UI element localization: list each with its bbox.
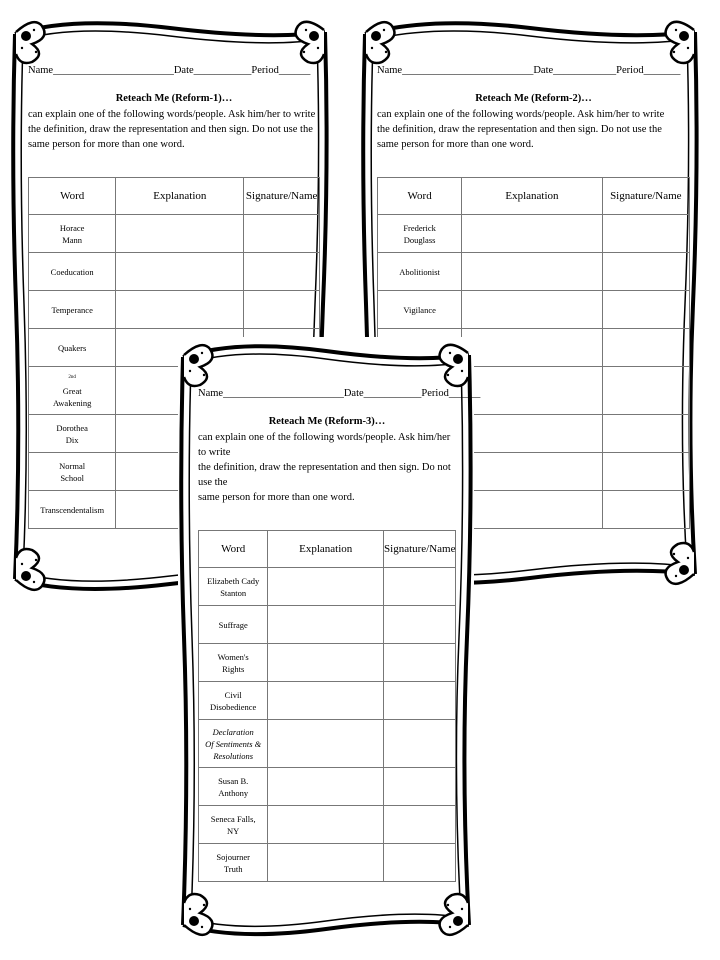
word-cell: Coeducation (29, 253, 116, 291)
signature-cell[interactable] (244, 215, 320, 253)
signature-cell[interactable] (602, 491, 689, 529)
explanation-cell[interactable] (268, 806, 384, 844)
signature-cell[interactable] (244, 253, 320, 291)
signature-cell[interactable] (384, 844, 456, 882)
signature-cell[interactable] (384, 568, 456, 606)
signature-cell[interactable] (244, 291, 320, 329)
instructions: can explain one of the following words/people. Ask him/her to write the definition, draw the representation and then sign. Do not use the same person for more than one word. (28, 109, 316, 150)
table-row (199, 806, 456, 844)
explanation-cell[interactable] (268, 682, 384, 720)
date-label: Date (533, 65, 554, 76)
signature-cell[interactable] (384, 768, 456, 806)
signature-cell[interactable] (384, 806, 456, 844)
table-row (199, 768, 456, 806)
table-row (199, 568, 456, 606)
table-row (199, 644, 456, 682)
flower-corner-icon (666, 22, 694, 63)
signature-cell[interactable] (602, 415, 689, 453)
worksheet-title: Reteach Me (Reform-2)… (475, 93, 592, 104)
flower-corner-icon (16, 549, 44, 590)
worksheet-content (198, 387, 481, 882)
table-row (378, 215, 690, 253)
signature-column-header: Signature/Name (384, 531, 456, 568)
explanation-cell[interactable] (462, 253, 602, 291)
word-column-header: Word (29, 178, 116, 215)
name-label: Name (28, 65, 54, 76)
word-table (198, 530, 456, 882)
word-cell: Suffrage (199, 606, 268, 644)
date-label: Date (343, 388, 364, 399)
table-row (378, 253, 690, 291)
explanation-cell[interactable] (116, 253, 244, 291)
explanation-cell[interactable] (462, 291, 602, 329)
table-row (378, 291, 690, 329)
word-cell: Women's Rights (199, 644, 268, 682)
word-cell: Temperance (29, 291, 116, 329)
flower-corner-icon (366, 22, 394, 63)
explanation-cell[interactable] (268, 844, 384, 882)
name-label: Name (377, 65, 403, 76)
worksheet-title: Reteach Me (Reform-1)… (115, 93, 233, 104)
signature-cell[interactable] (602, 329, 689, 367)
word-cell: $^{2nd}$ Great Awakening (29, 367, 116, 415)
worksheet-title: Reteach Me (Reform-3)… (268, 416, 386, 427)
explanation-cell[interactable] (462, 453, 602, 491)
explanation-cell[interactable] (116, 291, 244, 329)
period-label: Period (616, 65, 644, 76)
flower-corner-icon (16, 22, 44, 63)
signature-column-header: Signature/Name (602, 178, 689, 215)
student-info-line: Name_______________________Date___________Period______ (28, 65, 311, 76)
word-cell: Vigilance (378, 291, 462, 329)
word-column-header: Word (199, 531, 268, 568)
flower-corner-icon (440, 894, 468, 935)
explanation-cell[interactable] (462, 491, 602, 529)
flower-corner-icon (184, 894, 212, 935)
table-row (29, 291, 320, 329)
signature-cell[interactable] (384, 644, 456, 682)
flower-corner-icon (666, 543, 694, 584)
explanation-cell[interactable] (268, 568, 384, 606)
word-cell: Elizabeth Cady Stanton (199, 568, 268, 606)
explanation-column-header: Explanation (462, 178, 602, 215)
period-label: Period (421, 388, 449, 399)
word-cell: Declaration Of Sentiments & Resolutions (199, 720, 268, 768)
signature-cell[interactable] (602, 367, 689, 415)
signature-cell[interactable] (602, 291, 689, 329)
date-label: Date (173, 65, 194, 76)
word-cell: Quakers (29, 329, 116, 367)
explanation-cell[interactable] (462, 329, 602, 367)
signature-cell[interactable] (602, 253, 689, 291)
word-cell: Transcendentalism (29, 491, 116, 529)
explanation-cell[interactable] (268, 768, 384, 806)
student-info-line: Name_________________________Date____________Period_______ (377, 65, 681, 76)
word-cell: Seneca Falls, NY (199, 806, 268, 844)
signature-column-header: Signature/Name (244, 178, 320, 215)
table-row (29, 215, 320, 253)
explanation-column-header: Explanation (116, 178, 244, 215)
instructions: can explain one of the following words/people. Ask him/her to write the definition, draw the representation and then sign. Do not use the same person for more than one word. (198, 432, 451, 503)
explanation-cell[interactable] (268, 606, 384, 644)
explanation-cell[interactable] (268, 644, 384, 682)
period-label: Period (251, 65, 279, 76)
word-cell: Susan B. Anthony (199, 768, 268, 806)
table-row (199, 844, 456, 882)
word-cell: Sojourner Truth (199, 844, 268, 882)
instructions: can explain one of the following words/people. Ask him/her to write the definition, draw the representation and then sign. Do not use the same person for more than one word. (377, 109, 665, 150)
explanation-cell[interactable] (462, 367, 602, 415)
explanation-column-header: Explanation (268, 531, 384, 568)
student-info-line: Name_______________________Date___________Period______ (198, 388, 481, 399)
explanation-cell[interactable] (462, 415, 602, 453)
table-row (199, 720, 456, 768)
table-row (199, 682, 456, 720)
signature-cell[interactable] (384, 720, 456, 768)
signature-cell[interactable] (384, 606, 456, 644)
signature-cell[interactable] (602, 215, 689, 253)
word-cell: Dorothea Dix (29, 415, 116, 453)
word-cell: Frederick Douglass (378, 215, 462, 253)
table-row (199, 606, 456, 644)
word-cell: Civil Disobedience (199, 682, 268, 720)
word-cell: Normal School (29, 453, 116, 491)
worksheet-reform-3 (178, 337, 481, 945)
explanation-cell[interactable] (268, 720, 384, 768)
explanation-cell[interactable] (462, 215, 602, 253)
word-cell: Horace Mann (29, 215, 116, 253)
name-label: Name (198, 388, 224, 399)
signature-cell[interactable] (384, 682, 456, 720)
flower-corner-icon (184, 345, 212, 386)
word-cell: Abolitionist (378, 253, 462, 291)
table-row (29, 253, 320, 291)
word-column-header: Word (378, 178, 462, 215)
explanation-cell[interactable] (116, 215, 244, 253)
signature-cell[interactable] (602, 453, 689, 491)
